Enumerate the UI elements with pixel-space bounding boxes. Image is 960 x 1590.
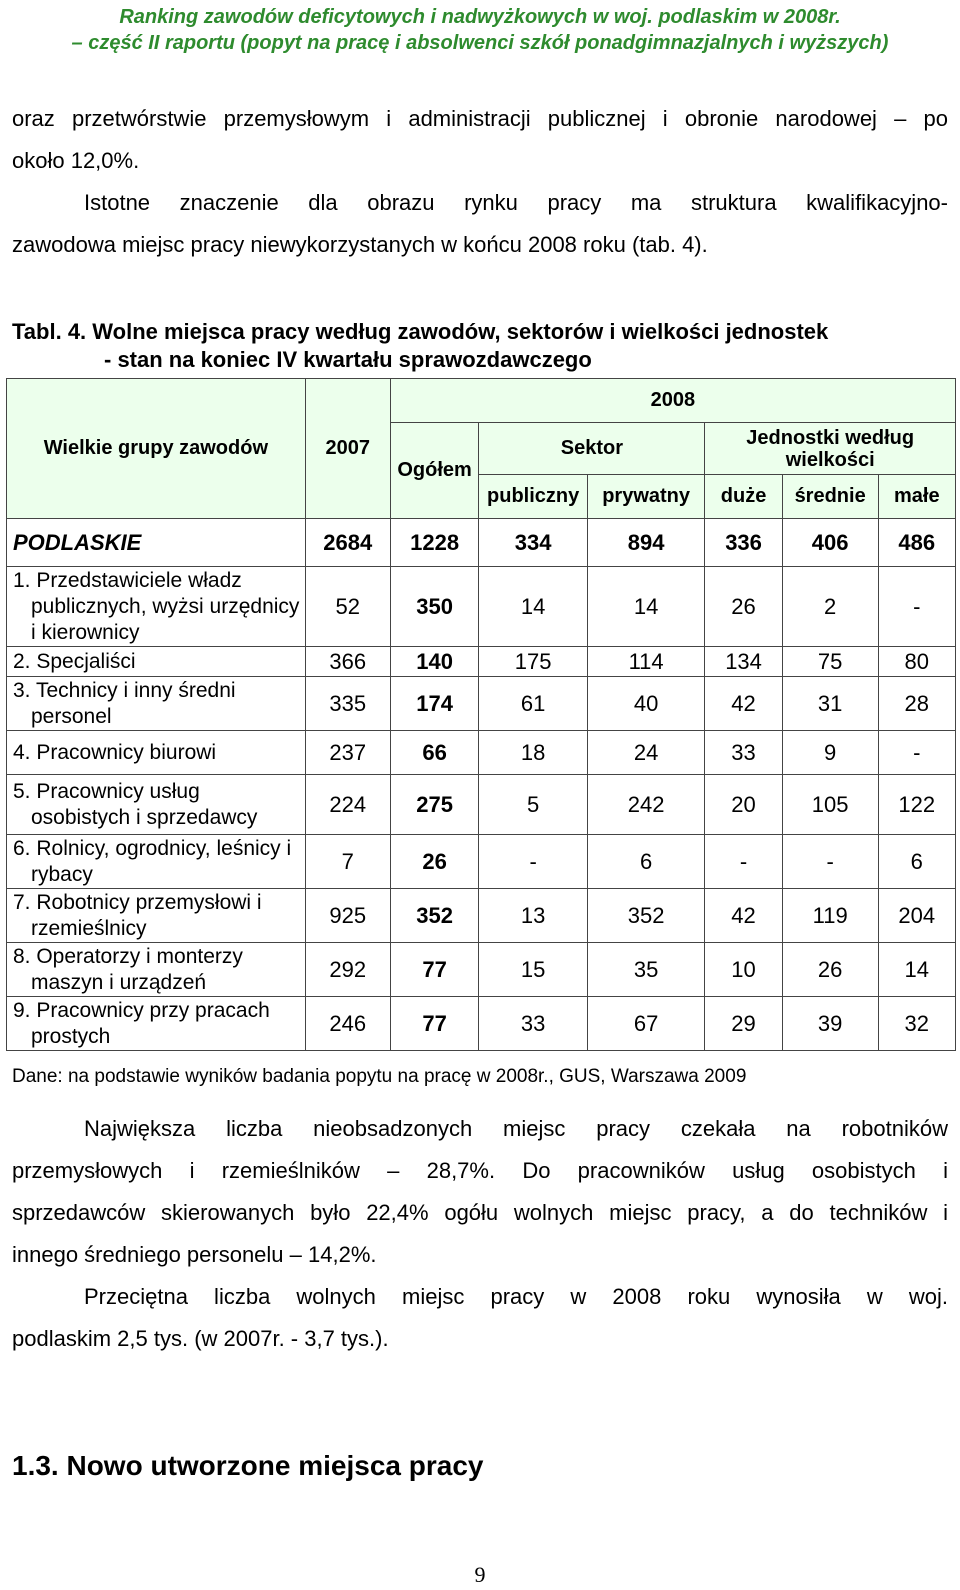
cell-medium: 105: [782, 775, 878, 835]
paragraph-4-line1: Przeciętna liczba wolnych miejsc pracy w 2008 roku wynosiła w woj.: [84, 1284, 948, 1309]
paragraph-2: [12, 182, 948, 266]
row-label-line2: rybacy: [31, 862, 93, 886]
cell-large: 134: [705, 647, 782, 677]
row-label-line2: rzemieślnicy: [31, 916, 147, 940]
cell-private: 352: [587, 889, 705, 943]
cell-small: 14: [878, 943, 955, 997]
header-private: prywatny: [587, 475, 705, 519]
total-large: 336: [705, 519, 782, 567]
cell-public: 61: [479, 677, 587, 731]
table-source-note: Dane: na podstawie wyników badania popytu na pracę w 2008r., GUS, Warszawa 2009: [12, 1066, 747, 1087]
row-label: [7, 731, 306, 775]
row-label-line2: personel: [31, 704, 112, 728]
cell-public: 33: [479, 997, 587, 1051]
vacancies-table: [6, 378, 956, 1051]
cell-2007: 335: [305, 677, 390, 731]
row-label-line2: maszyn i urządzeń: [31, 970, 207, 994]
header-public: publiczny: [479, 475, 587, 519]
total-medium: 406: [782, 519, 878, 567]
table-row-total: [7, 519, 956, 567]
row-label: [7, 889, 306, 943]
paragraph-3: [12, 1108, 948, 1276]
cell-public: -: [479, 835, 587, 889]
paragraph-1-line2: około 12,0%.: [12, 148, 140, 173]
table-row: [7, 677, 956, 731]
cell-2007: 246: [305, 997, 390, 1051]
cell-private: 6: [587, 835, 705, 889]
row-label-line1: 7. Robotnicy przemysłowi i: [13, 890, 262, 914]
cell-medium: 119: [782, 889, 878, 943]
cell-small: -: [878, 567, 955, 647]
paragraph-3-line3: sprzedawców skierowanych było 22,4% ogółu wolnych miejsc pracy, a do techników i: [12, 1200, 948, 1225]
row-label-line1: 3. Technicy i inny średni: [13, 678, 236, 702]
paragraph-4: [12, 1276, 948, 1360]
cell-ogolem: 26: [390, 835, 479, 889]
cell-private: 35: [587, 943, 705, 997]
cell-public: 5: [479, 775, 587, 835]
cell-large: 42: [705, 677, 782, 731]
total-public: 334: [479, 519, 587, 567]
cell-2007: 224: [305, 775, 390, 835]
cell-ogolem: 275: [390, 775, 479, 835]
cell-public: 18: [479, 731, 587, 775]
table-row: [7, 889, 956, 943]
cell-medium: 75: [782, 647, 878, 677]
header-size: Jednostki według wielkości: [705, 423, 956, 475]
table-row: [7, 997, 956, 1051]
cell-medium: -: [782, 835, 878, 889]
row-label-line1: 2. Specjaliści: [13, 649, 136, 673]
total-ogolem: 1228: [390, 519, 479, 567]
cell-small: 28: [878, 677, 955, 731]
paragraph-1-line1: oraz przetwórstwie przemysłowym i administracji publicznej i obronie narodowej – po: [12, 106, 948, 131]
cell-medium: 31: [782, 677, 878, 731]
cell-small: 122: [878, 775, 955, 835]
cell-2007: 292: [305, 943, 390, 997]
cell-private: 24: [587, 731, 705, 775]
table-caption-line1: Tabl. 4. Wolne miejsca pracy według zawodów, sektorów i wielkości jednostek: [12, 319, 829, 344]
row-label-line1: 5. Pracownicy usług: [13, 779, 200, 803]
row-label: [7, 677, 306, 731]
cell-large: -: [705, 835, 782, 889]
row-label: [7, 997, 306, 1051]
row-label-line2: publicznych, wyżsi urzędnicy i kierownicy: [31, 594, 300, 644]
cell-ogolem: 66: [390, 731, 479, 775]
header-total: Ogółem: [390, 423, 479, 519]
row-label-line1: 8. Operatorzy i monterzy: [13, 944, 243, 968]
cell-public: 14: [479, 567, 587, 647]
row-label-line2: osobistych i sprzedawcy: [31, 805, 258, 829]
cell-2007: 52: [305, 567, 390, 647]
cell-private: 242: [587, 775, 705, 835]
cell-2007: 925: [305, 889, 390, 943]
section-heading: 1.3. Nowo utworzone miejsca pracy: [12, 1450, 484, 1481]
row-label: [7, 775, 306, 835]
cell-ogolem: 140: [390, 647, 479, 677]
total-private: 894: [587, 519, 705, 567]
cell-small: 32: [878, 997, 955, 1051]
cell-medium: 26: [782, 943, 878, 997]
cell-large: 20: [705, 775, 782, 835]
cell-private: 40: [587, 677, 705, 731]
cell-2007: 366: [305, 647, 390, 677]
table-row: [7, 647, 956, 677]
running-header-line2: – część II raportu (popyt na pracę i absolwenci szkół ponadgimnazjalnych i wyższych): [71, 32, 889, 54]
row-label: [7, 567, 306, 647]
cell-large: 26: [705, 567, 782, 647]
cell-large: 42: [705, 889, 782, 943]
cell-2007: 7: [305, 835, 390, 889]
cell-2007: 237: [305, 731, 390, 775]
cell-private: 14: [587, 567, 705, 647]
cell-ogolem: 77: [390, 997, 479, 1051]
cell-medium: 2: [782, 567, 878, 647]
cell-ogolem: 174: [390, 677, 479, 731]
paragraph-3-line1: Największa liczba nieobsadzonych miejsc pracy czekała na robotników: [84, 1116, 948, 1141]
page-number: 9: [474, 1562, 486, 1587]
cell-large: 33: [705, 731, 782, 775]
header-2007: 2007: [305, 379, 390, 519]
cell-large: 10: [705, 943, 782, 997]
cell-small: 204: [878, 889, 955, 943]
total-small: 486: [878, 519, 955, 567]
paragraph-2-line2: zawodowa miejsc pracy niewykorzystanych w końcu 2008 roku (tab. 4).: [12, 232, 708, 257]
header-large: duże: [705, 475, 782, 519]
cell-large: 29: [705, 997, 782, 1051]
table-row: [7, 943, 956, 997]
row-label-line2: prostych: [31, 1024, 111, 1048]
cell-ogolem: 350: [390, 567, 479, 647]
paragraph-4-line2: podlaskim 2,5 tys. (w 2007r. - 3,7 tys.).: [12, 1326, 389, 1351]
cell-small: 80: [878, 647, 955, 677]
row-label-line1: 4. Pracownicy biurowi: [13, 740, 217, 764]
paragraph-1: [12, 98, 948, 182]
cell-public: 13: [479, 889, 587, 943]
table-row: [7, 567, 956, 647]
row-label-line1: 6. Rolnicy, ogrodnicy, leśnicy i: [13, 836, 292, 860]
cell-medium: 39: [782, 997, 878, 1051]
table-caption: [12, 318, 952, 374]
running-header-line1: Ranking zawodów deficytowych i nadwyżkowych w woj. podlaskim w 2008r.: [119, 6, 841, 28]
paragraph-3-line4: innego średniego personelu – 14,2%.: [12, 1242, 377, 1267]
row-label: [7, 835, 306, 889]
total-2007: 2684: [305, 519, 390, 567]
cell-private: 67: [587, 997, 705, 1051]
table-caption-line2: - stan na koniec IV kwartału sprawozdawczego: [104, 347, 592, 372]
cell-medium: 9: [782, 731, 878, 775]
cell-ogolem: 77: [390, 943, 479, 997]
header-sector: Sektor: [479, 423, 705, 475]
header-small: małe: [878, 475, 955, 519]
cell-small: 6: [878, 835, 955, 889]
total-label: PODLASKIE: [7, 519, 306, 567]
row-label-line1: 1. Przedstawiciele władz: [13, 568, 242, 592]
paragraph-2-line1: Istotne znaczenie dla obrazu rynku pracy ma struktura kwalifikacyjno-: [84, 190, 948, 215]
table-row: [7, 835, 956, 889]
row-label: [7, 943, 306, 997]
header-2008: 2008: [390, 379, 955, 423]
table-row: [7, 731, 956, 775]
cell-private: 114: [587, 647, 705, 677]
row-label: [7, 647, 306, 677]
table-row: [7, 775, 956, 835]
header-groups: Wielkie grupy zawodów: [7, 379, 306, 519]
row-label-line1: 9. Pracownicy przy pracach: [13, 998, 270, 1022]
cell-public: 15: [479, 943, 587, 997]
cell-ogolem: 352: [390, 889, 479, 943]
header-medium: średnie: [782, 475, 878, 519]
cell-public: 175: [479, 647, 587, 677]
cell-small: -: [878, 731, 955, 775]
running-header: [0, 4, 960, 56]
paragraph-3-line2: przemysłowych i rzemieślników – 28,7%. Do pracowników usług osobistych i: [12, 1158, 948, 1183]
